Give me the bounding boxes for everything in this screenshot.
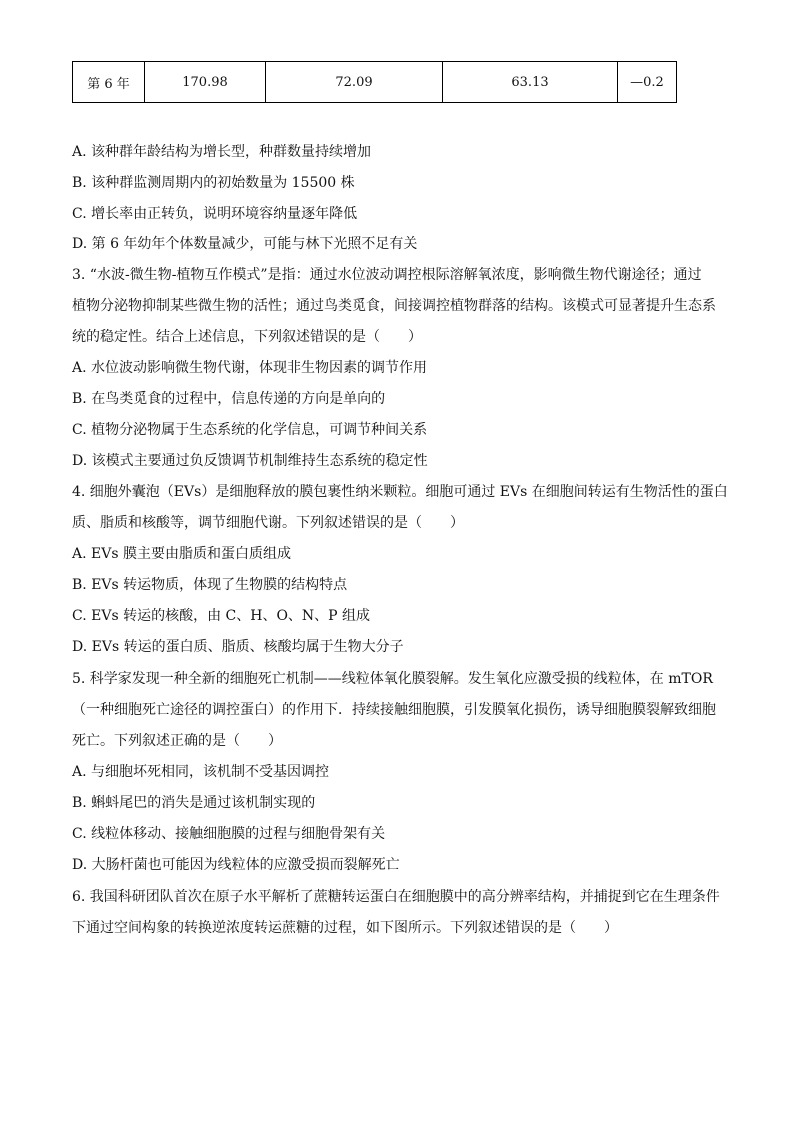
table-cell: 72.09: [266, 62, 443, 103]
q5-option-b: B. 蝌蚪尾巴的消失是通过该机制实现的: [72, 795, 316, 811]
q5-stem-line-1: 5. 科学家发现一种全新的细胞死亡机制——线粒体氧化膜裂解。发生氧化应激受损的线粒体，在 mTOR: [72, 671, 713, 687]
q3-option-a: A. 水位波动影响微生物代谢，体现非生物因素的调节作用: [72, 360, 428, 376]
q4-option-c: C. EVs 转运的核酸，由 C、H、O、N、P 组成: [72, 608, 371, 624]
table-row: [73, 62, 677, 103]
q3-option-c: C. 植物分泌物属于生态系统的化学信息，可调节种间关系: [72, 422, 428, 438]
q2-option-c: C. 增长率由正转负，说明环境容纳量逐年降低: [72, 206, 358, 222]
q4-option-b: B. EVs 转运物质，体现了生物膜的结构特点: [72, 577, 348, 593]
table-cell-year: 第 6 年: [73, 62, 145, 103]
q5-option-a: A. 与细胞坏死相同，该机制不受基因调控: [72, 764, 330, 780]
q4-option-d: D. EVs 转运的蛋白质、脂质、核酸均属于生物大分子: [72, 639, 404, 655]
q3-option-b: B. 在鸟类觅食的过程中，信息传递的方向是单向的: [72, 391, 386, 407]
q4-stem-line-2: 质、脂质和核酸等，调节细胞代谢。下列叙述错误的是（ ）: [72, 515, 464, 531]
q3-stem-line-1: 3. “水波-微生物-植物互作模式”是指：通过水位波动调控根际溶解氧浓度，影响微生物代谢途径；通过: [72, 267, 702, 283]
q6-stem-line-2: 下通过空间构象的转换逆浓度转运蔗糖的过程，如下图所示。下列叙述错误的是（ ）: [72, 920, 618, 936]
table-cell: 170.98: [145, 62, 266, 103]
q4-option-a: A. EVs 膜主要由脂质和蛋白质组成: [72, 546, 291, 562]
population-data-table: [72, 61, 677, 103]
table-cell: 63.13: [443, 62, 618, 103]
q3-option-d: D. 该模式主要通过负反馈调节机制维持生态系统的稳定性: [72, 453, 428, 469]
q5-option-d: D. 大肠杆菌也可能因为线粒体的应激受损而裂解死亡: [72, 857, 400, 873]
q4-stem-line-1: 4. 细胞外囊泡（EVs）是细胞释放的膜包裹性纳米颗粒。细胞可通过 EVs 在细胞间转运有生物活性的蛋白: [72, 484, 728, 500]
q5-stem-line-2: （一种细胞死亡途径的调控蛋白）的作用下．持续接触细胞膜，引发膜氧化损伤，诱导细胞膜裂解致细胞: [72, 702, 716, 718]
q6-stem-line-1: 6. 我国科研团队首次在原子水平解析了蔗糖转运蛋白在细胞膜中的高分辨率结构，并捕捉到它在生理条件: [72, 889, 720, 905]
table-cell-growth-rate: —0.2: [618, 62, 677, 103]
q2-option-a: A. 该种群年龄结构为增长型，种群数量持续增加: [72, 144, 372, 160]
data-table-wrapper: [72, 61, 677, 103]
q2-option-b: B. 该种群监测周期内的初始数量为 15500 株: [72, 175, 355, 191]
q3-stem-line-3: 统的稳定性。结合上述信息，下列叙述错误的是（ ）: [72, 329, 422, 345]
q3-stem-line-2: 植物分泌物抑制某些微生物的活性；通过鸟类觅食，间接调控植物群落的结构。该模式可显著提升生态系: [72, 298, 716, 314]
q5-stem-line-3: 死亡。下列叙述正确的是（ ）: [72, 733, 282, 749]
q2-option-d: D. 第 6 年幼年个体数量减少，可能与林下光照不足有关: [72, 236, 418, 252]
q5-option-c: C. 线粒体移动、接触细胞膜的过程与细胞骨架有关: [72, 826, 386, 842]
